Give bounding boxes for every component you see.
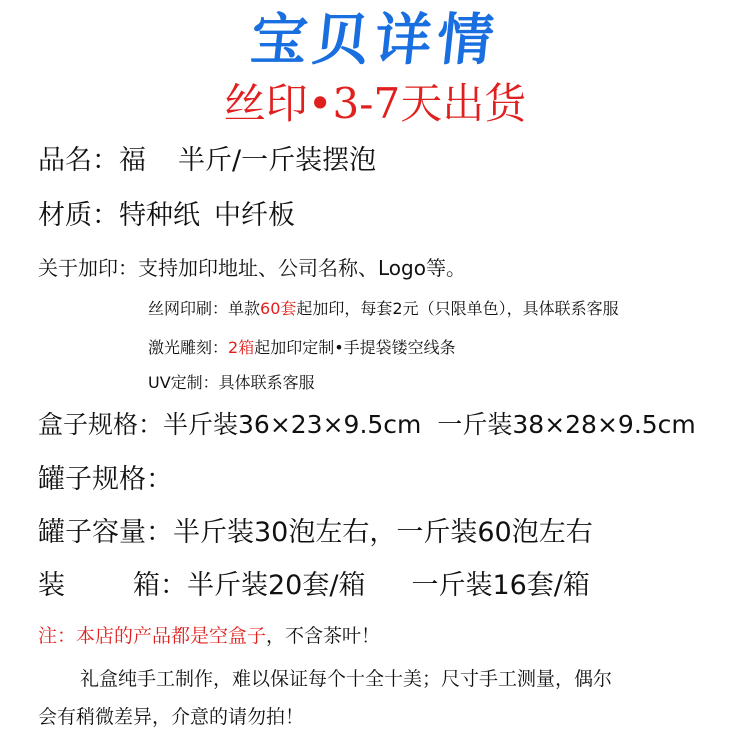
packing-one: 一斤装16套/箱	[411, 570, 590, 601]
laser-row	[148, 336, 456, 360]
silk-screen-text-before: 单款	[228, 299, 261, 318]
notice-paragraph-line-1: 礼盒纯手工制作，难以保证每个十全十美；尺寸手工测量，偶尔	[80, 668, 613, 690]
material-value-1: 特种纸	[119, 200, 200, 231]
box-spec-row	[38, 407, 696, 443]
material-row	[38, 198, 295, 234]
product-name-value-2: 半斤/一斤装摆泡	[178, 145, 377, 176]
material-value-2: 中纤板	[214, 200, 295, 231]
laser-text-after: 起加印定制•手提袋镂空线条	[254, 338, 456, 357]
jar-spec-row	[38, 462, 173, 498]
box-spec-half: 半斤装36×23×9.5cm	[163, 410, 422, 439]
jar-capacity-label: 罐子容量：	[38, 517, 173, 548]
silk-screen-row	[148, 297, 619, 321]
silk-screen-highlight: 60套	[260, 299, 297, 318]
uv-row	[148, 371, 315, 395]
packing-label-1: 装	[38, 570, 65, 601]
product-name-row	[38, 143, 376, 179]
notice-black-text: ，不含茶叶！	[266, 625, 381, 647]
notice-row	[38, 622, 380, 650]
material-label: 材质：	[38, 200, 119, 231]
silk-screen-text-after: 起加印，每套2元（只限单色），具体联系客服	[296, 299, 619, 318]
notice-paragraph-line-2: 会有稍微差异，介意的请勿拍！	[38, 706, 305, 728]
page-subtitle: 丝印•3-7天出货	[223, 79, 527, 128]
notice-label: 注：	[38, 625, 77, 647]
notice-red-text: 本店的产品都是空盒子	[76, 625, 267, 647]
printing-value: 支持加印地址、公司名称、Logo等。	[138, 256, 466, 280]
packing-half: 半斤装20套/箱	[187, 570, 366, 601]
uv-label: UV定制：	[148, 373, 219, 392]
laser-highlight: 2箱	[228, 338, 255, 357]
printing-label: 关于加印：	[38, 256, 138, 280]
packing-row	[38, 568, 590, 604]
product-name-value-1: 福	[119, 145, 146, 176]
jar-spec-label: 罐子规格：	[38, 464, 173, 495]
jar-capacity-value: 半斤装30泡左右，一斤装60泡左右	[173, 517, 593, 548]
laser-label: 激光雕刻：	[148, 338, 229, 357]
packing-label-2: 箱：	[133, 570, 187, 601]
uv-text: 具体联系客服	[218, 373, 315, 392]
printing-row	[38, 254, 466, 282]
box-spec-one: 一斤装38×28×9.5cm	[437, 410, 696, 439]
product-name-label: 品名：	[38, 145, 119, 176]
box-spec-label: 盒子规格：	[38, 410, 164, 439]
silk-screen-label: 丝网印刷：	[148, 299, 229, 318]
page-title: 宝贝详情	[247, 8, 503, 73]
jar-capacity-row	[38, 515, 593, 551]
